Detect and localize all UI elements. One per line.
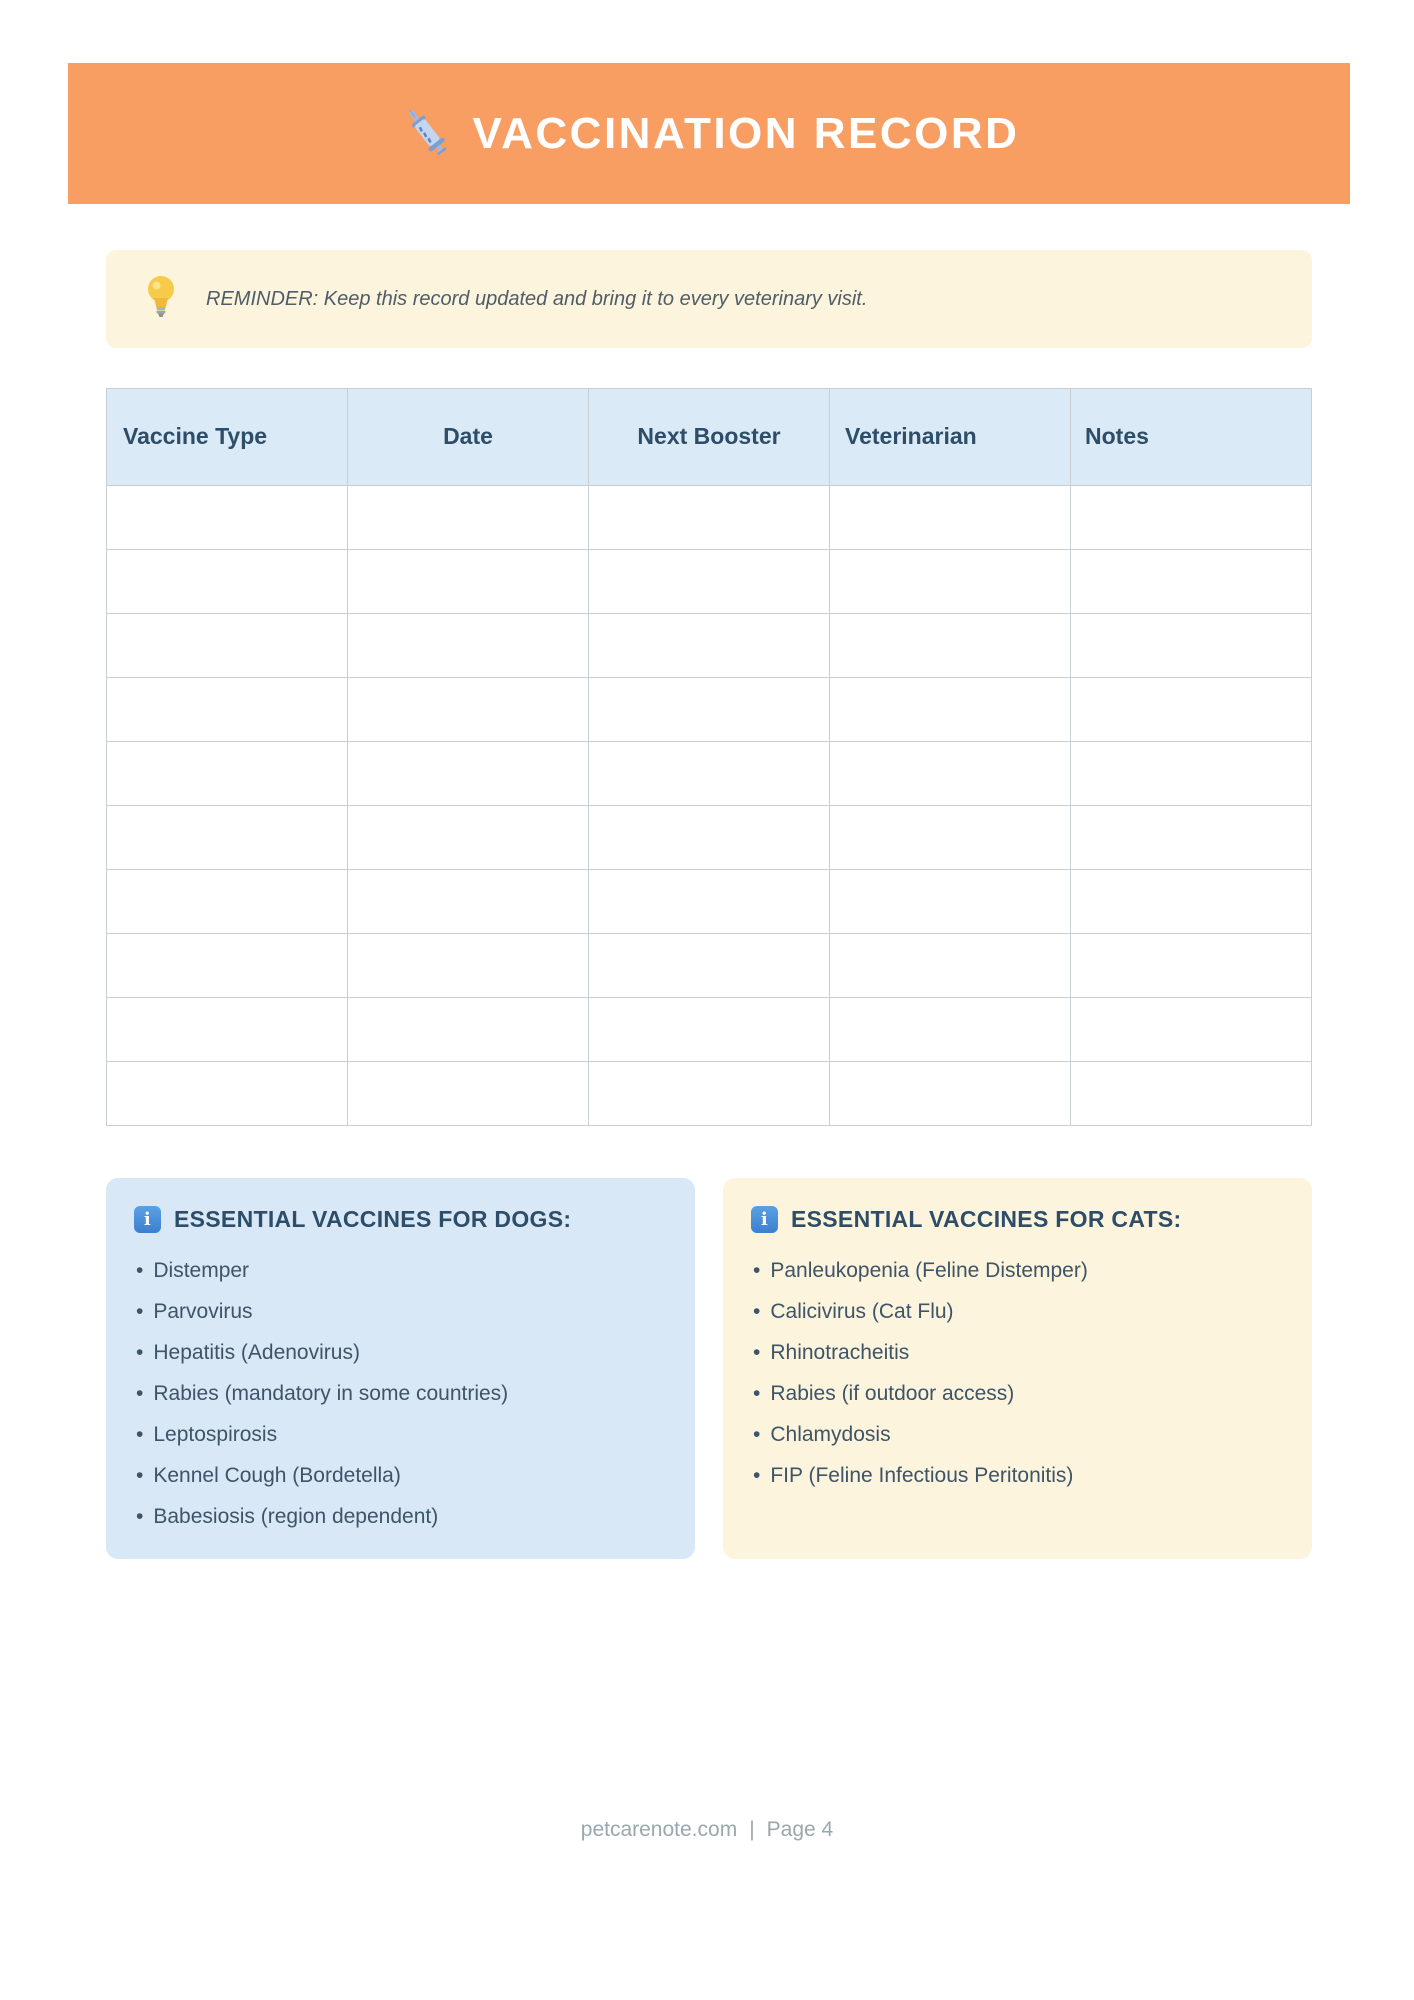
table-row (107, 870, 1312, 934)
dogs-vaccines-box (106, 1178, 695, 1559)
syringe-icon (399, 104, 453, 163)
empty-cell (589, 550, 830, 614)
empty-cell (830, 550, 1071, 614)
empty-cell (107, 806, 348, 870)
empty-cell (1071, 550, 1312, 614)
empty-cell (1071, 806, 1312, 870)
empty-cell (830, 486, 1071, 550)
empty-cell (1071, 486, 1312, 550)
empty-cell (589, 806, 830, 870)
empty-cell (348, 870, 589, 934)
cats-vaccines-box (723, 1178, 1312, 1559)
vaccine-list-item: • Distemper (136, 1259, 667, 1283)
empty-cell (107, 870, 348, 934)
vaccination-table (106, 388, 1312, 1126)
empty-cell (107, 550, 348, 614)
vaccine-list-item: • Parvovirus (136, 1300, 667, 1324)
empty-cell (348, 486, 589, 550)
empty-cell (1071, 1062, 1312, 1126)
table-row (107, 550, 1312, 614)
table-row (107, 806, 1312, 870)
empty-cell (1071, 934, 1312, 998)
vaccine-info-boxes (106, 1178, 1312, 1559)
lightbulb-icon (146, 275, 176, 324)
empty-cell (1071, 678, 1312, 742)
dogs-vaccine-list (134, 1259, 667, 1529)
table-body (107, 486, 1312, 1126)
vaccine-list-item: • Chlamydosis (753, 1423, 1284, 1447)
cats-box-title-row (751, 1206, 1284, 1233)
empty-cell (107, 486, 348, 550)
empty-cell (1071, 870, 1312, 934)
empty-cell (589, 678, 830, 742)
info-icon: i (134, 1206, 161, 1233)
cats-box-title: ESSENTIAL VACCINES FOR CATS: (791, 1206, 1182, 1232)
empty-cell (107, 934, 348, 998)
empty-cell (348, 1062, 589, 1126)
column-header-veterinarian: Veterinarian (830, 389, 1071, 486)
column-header-date: Date (348, 389, 589, 486)
empty-cell (1071, 614, 1312, 678)
empty-cell (107, 614, 348, 678)
footer-separator: | (749, 1818, 755, 1841)
column-header-next-booster: Next Booster (589, 389, 830, 486)
empty-cell (589, 870, 830, 934)
empty-cell (348, 998, 589, 1062)
empty-cell (589, 1062, 830, 1126)
empty-cell (107, 742, 348, 806)
vaccine-list-item: • Hepatitis (Adenovirus) (136, 1341, 667, 1365)
vaccine-list-item: • Kennel Cough (Bordetella) (136, 1464, 667, 1488)
empty-cell (348, 934, 589, 998)
empty-cell (348, 614, 589, 678)
empty-cell (830, 870, 1071, 934)
info-icon: i (751, 1206, 778, 1233)
empty-cell (1071, 998, 1312, 1062)
reminder-banner (106, 250, 1312, 348)
empty-cell (348, 806, 589, 870)
vaccine-list-item: • Rhinotracheitis (753, 1341, 1284, 1365)
empty-cell (830, 678, 1071, 742)
empty-cell (348, 678, 589, 742)
page-header-banner (68, 63, 1350, 204)
dogs-box-title-row (134, 1206, 667, 1233)
table-row (107, 742, 1312, 806)
empty-cell (589, 614, 830, 678)
empty-cell (830, 998, 1071, 1062)
table-row (107, 1062, 1312, 1126)
table-row (107, 678, 1312, 742)
vaccine-list-item: • FIP (Feline Infectious Peritonitis) (753, 1464, 1284, 1488)
empty-cell (589, 998, 830, 1062)
empty-cell (830, 614, 1071, 678)
empty-cell (830, 742, 1071, 806)
footer-page-number: Page 4 (766, 1818, 834, 1841)
table-row (107, 486, 1312, 550)
footer-site: petcarenote.com (580, 1818, 738, 1841)
page-footer (0, 1818, 1414, 1842)
vaccine-list-item: • Panleukopenia (Feline Distemper) (753, 1259, 1284, 1283)
empty-cell (107, 998, 348, 1062)
page-title: VACCINATION RECORD (472, 108, 1020, 158)
empty-cell (107, 678, 348, 742)
vaccine-list-item: • Babesiosis (region dependent) (136, 1505, 667, 1529)
empty-cell (589, 934, 830, 998)
column-header-notes: Notes (1071, 389, 1312, 486)
dogs-box-title: ESSENTIAL VACCINES FOR DOGS: (174, 1206, 572, 1232)
reminder-text: REMINDER: Keep this record updated and bring it to every veterinary visit. (206, 287, 868, 310)
empty-cell (830, 806, 1071, 870)
cats-vaccine-list (751, 1259, 1284, 1488)
vaccine-list-item: • Rabies (if outdoor access) (753, 1382, 1284, 1406)
empty-cell (348, 742, 589, 806)
vaccine-list-item: • Leptospirosis (136, 1423, 667, 1447)
table-row (107, 614, 1312, 678)
vaccine-list-item: • Rabies (mandatory in some countries) (136, 1382, 667, 1406)
empty-cell (107, 1062, 348, 1126)
empty-cell (589, 742, 830, 806)
table-header-row (107, 389, 1312, 486)
table-row (107, 934, 1312, 998)
empty-cell (830, 1062, 1071, 1126)
vaccine-list-item: • Calicivirus (Cat Flu) (753, 1300, 1284, 1324)
empty-cell (589, 486, 830, 550)
column-header-vaccine-type: Vaccine Type (107, 389, 348, 486)
empty-cell (1071, 742, 1312, 806)
empty-cell (348, 550, 589, 614)
table-row (107, 998, 1312, 1062)
empty-cell (830, 934, 1071, 998)
